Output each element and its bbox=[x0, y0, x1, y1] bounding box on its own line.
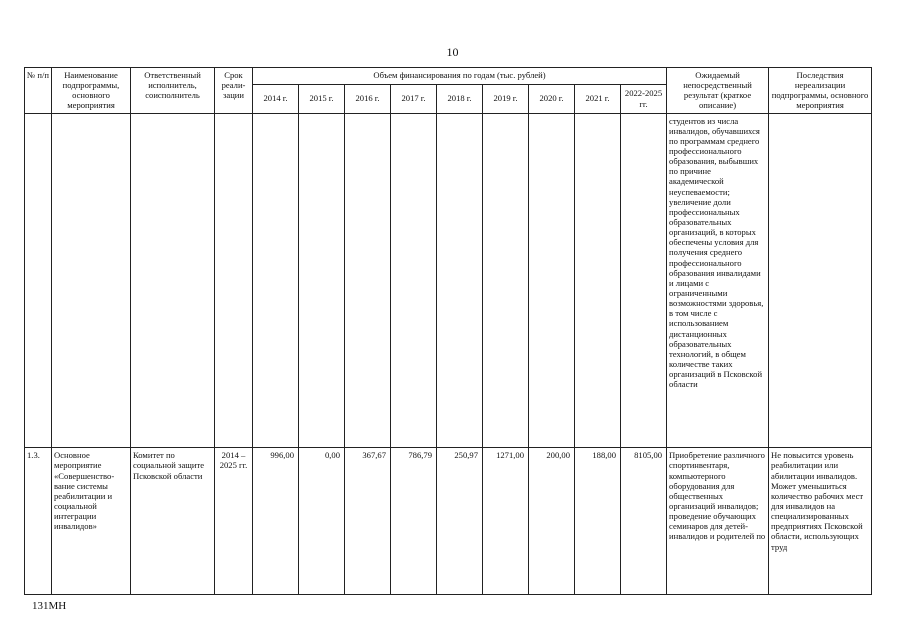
cell-empty bbox=[52, 113, 131, 448]
consequence-paragraph: Не повысится уровень реабилитации или абилитации инвалидов. bbox=[771, 450, 858, 481]
cell-value: 0,00 bbox=[299, 448, 345, 595]
cell-value: 188,00 bbox=[575, 448, 621, 595]
cell-responsible: Комитет по социальной защите Псковской области bbox=[131, 448, 215, 595]
cell-consequence bbox=[769, 448, 872, 595]
cell-empty bbox=[299, 113, 345, 448]
cell-num: 1.3. bbox=[25, 448, 52, 595]
page-number: 10 bbox=[446, 45, 459, 59]
header-year: 2018 г. bbox=[437, 84, 483, 113]
cell-empty bbox=[253, 113, 299, 448]
cell-empty bbox=[529, 113, 575, 448]
cell-empty bbox=[621, 113, 667, 448]
cell-empty bbox=[25, 113, 52, 448]
consequence-paragraph: Может уменьшиться количество рабочих мест для инвалидов на специализированных предприятиях Псковской области, использующих труд bbox=[771, 480, 864, 552]
header-year: 2021 г. bbox=[575, 84, 621, 113]
header-result: Ожидаемый непосредственный результат (краткое описание) bbox=[667, 68, 769, 114]
cell-value: 1271,00 bbox=[483, 448, 529, 595]
cell-value: 250,97 bbox=[437, 448, 483, 595]
cell-value: 200,00 bbox=[529, 448, 575, 595]
cell-empty bbox=[345, 113, 391, 448]
header-term: Срок реали-зации bbox=[215, 68, 253, 114]
cell-empty bbox=[437, 113, 483, 448]
table-row-1-3 bbox=[25, 448, 872, 595]
cell-name: Основное мероприятие «Совершенство-вание системы реабилитации и социальной интеграции инвалидов» bbox=[52, 448, 131, 595]
cell-value: 8105,00 bbox=[621, 448, 667, 595]
header-financing: Объем финансирования по годам (тыс. рублей) bbox=[253, 68, 667, 85]
cell-value: 367,67 bbox=[345, 448, 391, 595]
cell-empty bbox=[769, 113, 872, 448]
cell-result: Приобретение различного спортинвентаря, компьютерного оборудования для общественных организаций инвалидов; проведение обучающих семинаров для детей-инвалидов и родителей по bbox=[667, 448, 769, 595]
financing-table bbox=[24, 67, 872, 595]
header-num: № п/п bbox=[25, 68, 52, 114]
header-year: 2014 г. bbox=[253, 84, 299, 113]
cell-empty bbox=[575, 113, 621, 448]
header-year: 2019 г. bbox=[483, 84, 529, 113]
cell-term: 2014 – 2025 гг. bbox=[215, 448, 253, 595]
cell-value: 996,00 bbox=[253, 448, 299, 595]
cell-empty bbox=[391, 113, 437, 448]
header-year: 2016 г. bbox=[345, 84, 391, 113]
cell-empty bbox=[131, 113, 215, 448]
table-row-continued bbox=[25, 113, 872, 448]
header-year: 2017 г. bbox=[391, 84, 437, 113]
cell-empty bbox=[215, 113, 253, 448]
footer-code: 131МН bbox=[32, 600, 67, 612]
header-year: 2020 г. bbox=[529, 84, 575, 113]
header-responsible: Ответственный исполнитель, соисполнитель bbox=[131, 68, 215, 114]
cell-result-continued: студентов из числа инвалидов, обучавшихся по программам среднего профессионального образования, выбывших по причине академической неуспеваемости; увеличение доли профессиональных образовательных организаций, в которых обеспечены условия для получения среднего профессионального образования инвалидами и лицами с ограниченными возможностями здоровья, в том числе с использованием дистанционных образовательных технологий, в общем количестве таких организаций в Псковской области bbox=[667, 113, 769, 448]
cell-value: 786,79 bbox=[391, 448, 437, 595]
header-name: Наименование подпрограммы, основного мероприятия bbox=[52, 68, 131, 114]
header-year: 2022-2025 гг. bbox=[621, 84, 667, 113]
cell-empty bbox=[483, 113, 529, 448]
header-consequence: Последствия нереализации подпрограммы, основного мероприятия bbox=[769, 68, 872, 114]
header-year: 2015 г. bbox=[299, 84, 345, 113]
